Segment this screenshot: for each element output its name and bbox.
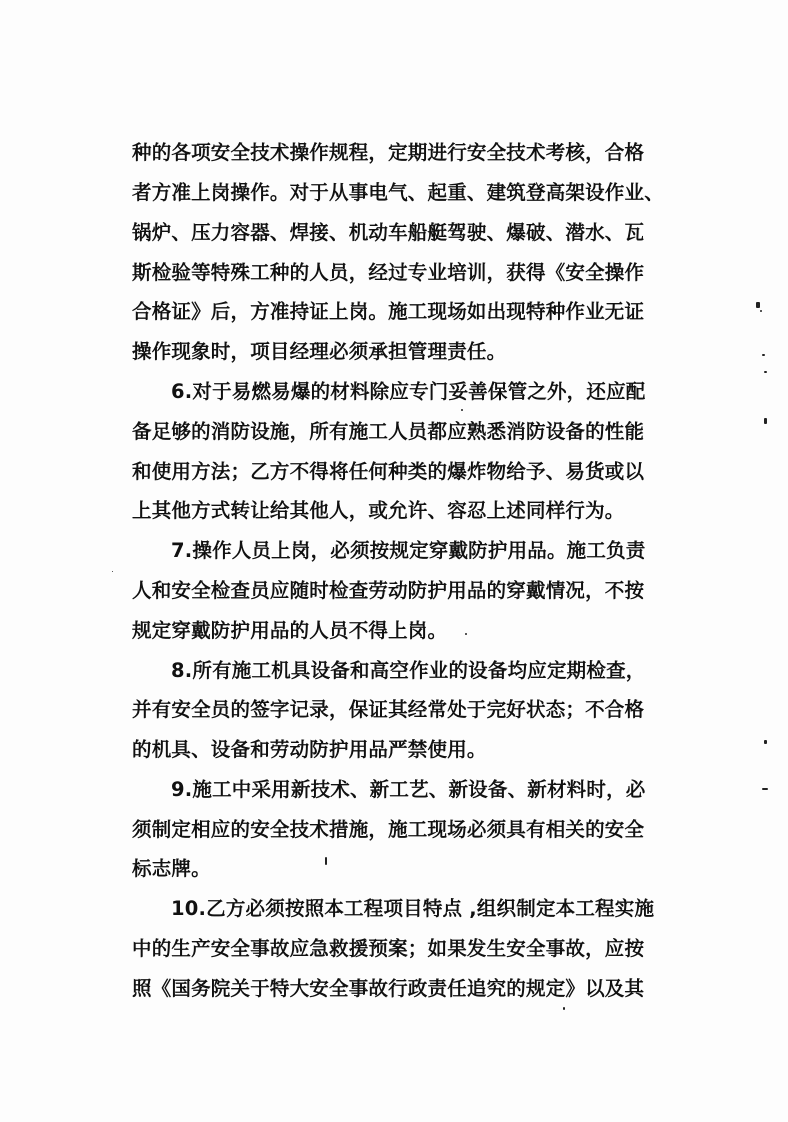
- scan-speck: [764, 371, 767, 373]
- text-line: 中的生产安全事故应急救援预案；如果发生安全事故，应按: [132, 937, 645, 960]
- paragraph-10-start: 10.乙方必须按照本工程项目特点 ,组织制定本工程实施: [171, 897, 655, 920]
- scan-speck: [465, 633, 467, 635]
- scan-speck: [756, 302, 760, 308]
- text-line: 照《国务院关于特大安全事故行政责任追究的规定》以及其: [132, 977, 645, 1000]
- text-line: 锅炉、压力容器、焊接、机动车船艇驾驶、爆破、潜水、瓦: [132, 221, 645, 244]
- text-line: 和使用方法；乙方不得将任何种类的爆炸物给予、易货或以: [132, 460, 645, 483]
- text-line: 须制定相应的安全技术措施，施工现场必须具有相关的安全: [132, 818, 645, 841]
- text-line: 操作现象时，项目经理必须承担管理责任。: [132, 340, 507, 363]
- scan-speck: [760, 310, 762, 312]
- paragraph-7-start: 7.操作人员上岗，必须按规定穿戴防护用品。施工负责: [171, 539, 646, 562]
- scan-speck: [325, 857, 327, 865]
- text-line: 标志牌。: [132, 857, 211, 880]
- text-line: 上其他方式转让给其他人，或允许、容忍上述同样行为。: [132, 499, 625, 522]
- scan-speck: [563, 1007, 565, 1010]
- paragraph-8-start: 8.所有施工机具设备和高空作业的设备均应定期检查，: [171, 659, 646, 682]
- text-line: 斯检验等特殊工种的人员，经过专业培训，获得《安全操作: [132, 261, 645, 284]
- scan-speck: [762, 354, 765, 356]
- text-line: 种的各项安全技术操作规程，定期进行安全技术考核，合格: [132, 141, 645, 164]
- text-line: 人和安全检查员应随时检查劳动防护用品的穿戴情况，不按: [132, 579, 645, 602]
- text-line: 合格证》后，方准持证上岗。施工现场如出现特种作业无证: [132, 300, 645, 323]
- paragraph-6-start: 6.对于易燃易爆的材料除应专门妥善保管之外，还应配: [171, 380, 646, 403]
- scan-speck: [764, 418, 767, 424]
- text-line: 规定穿戴防护用品的人员不得上岗。: [132, 619, 448, 642]
- text-line: 者方准上岗操作。对于从事电气、起重、建筑登高架设作业、: [132, 181, 664, 204]
- scan-speck: [762, 788, 768, 790]
- text-line: 的机具、设备和劳动防护用品严禁使用。: [132, 738, 487, 761]
- text-line: 备足够的消防设施，所有施工人员都应熟悉消防设备的性能: [132, 420, 645, 443]
- scan-speck: [112, 571, 113, 572]
- scan-speck: [764, 740, 767, 744]
- text-line: 并有安全员的签字记录，保证其经常处于完好状态；不合格: [132, 698, 645, 721]
- scan-speck: [461, 409, 463, 411]
- paragraph-9-start: 9.施工中采用新技术、新工艺、新设备、新材料时，必: [171, 778, 646, 801]
